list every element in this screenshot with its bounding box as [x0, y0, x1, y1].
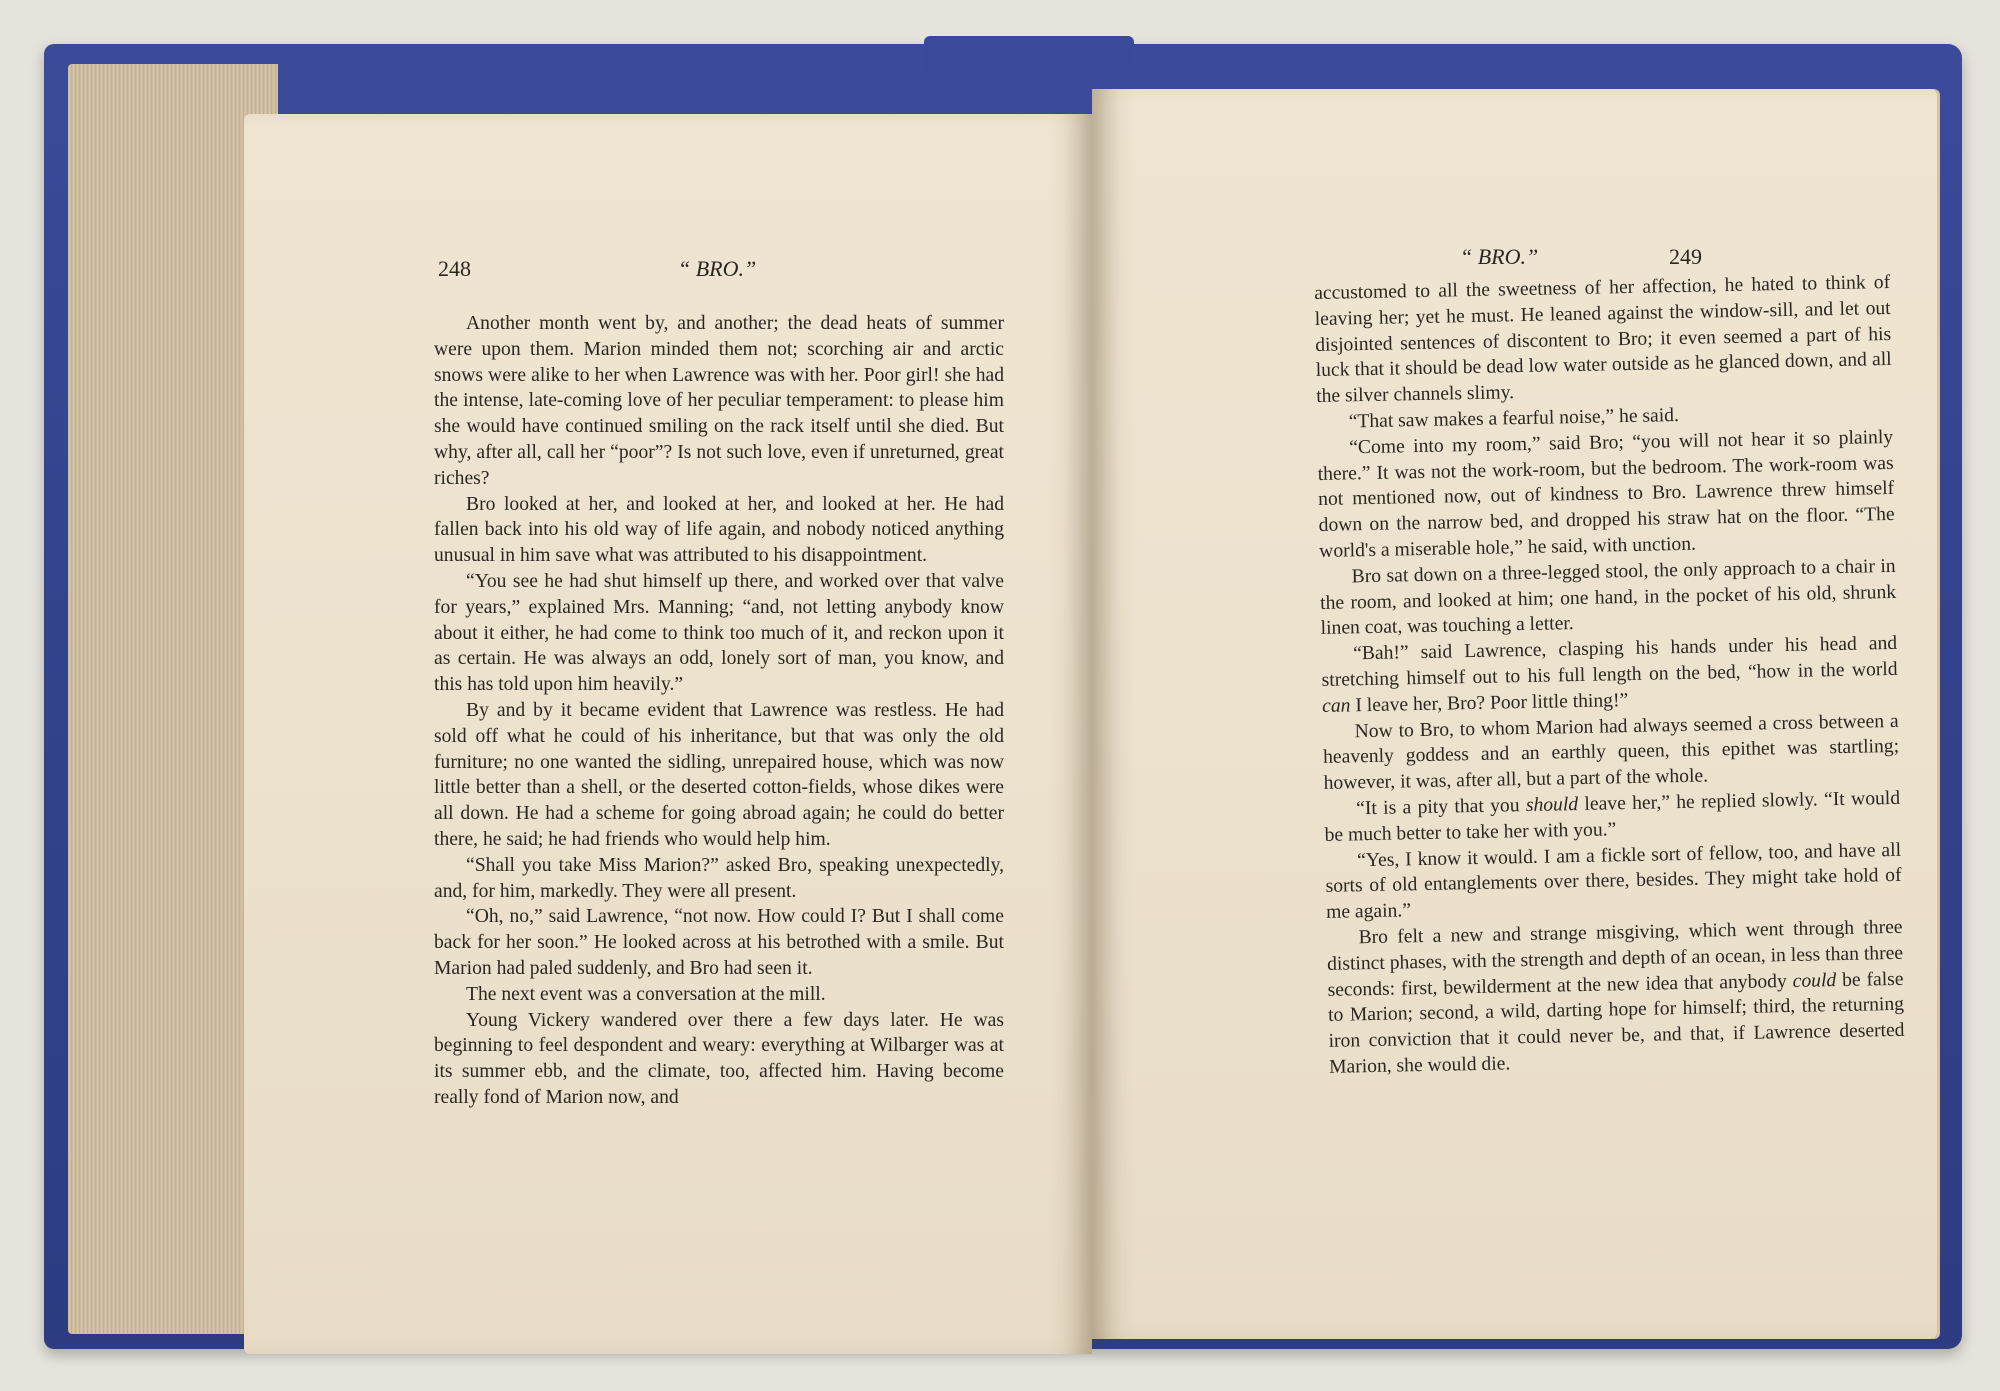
paragraph-continuation: accustomed to all the sweetness of her affection, he hated to think of leaving her; yet he must. He leaned against the window-sill, and let out disjointed sentences of discontent to Bro; it even seemed a part of his luck that it should be dead low water outside as he glanced down, and all the silver channels slimy. [1314, 271, 1892, 408]
text-run: I leave her, Bro? Poor little thing!” [1350, 689, 1629, 717]
page-number: 249 [1669, 244, 1702, 269]
paragraph: “Come into my room,” said Bro; “you will not hear it so plainly there.” It was not the work-room, but the bedroom. The work-room was not mentioned now, out of kindness to Bro. Lawrence threw himself down on the narrow bed, and dropped his straw hat on the floor. “The world's a miserable hole,” he said, with unction. [1317, 426, 1895, 562]
paragraph: “Shall you take Miss Marion?” asked Bro, speaking unexpectedly, and, for him, markedly. They were all present. [434, 854, 1004, 902]
emphasis: can [1321, 695, 1351, 717]
paragraph: Young Vickery wandered over there a few days later. He was beginning to feel despondent and weary: everything at Wilbarger was at its summer ebb, and the climate, too, affected him. Having become really fond of Marion now, and [434, 1009, 1004, 1108]
paragraph: Now to Bro, to whom Marion had always seemed a cross between a heavenly goddess and an earthly queen, this epithet was startling; however, it was, after all, but a part of the whole. [1322, 710, 1900, 795]
book-spine [924, 36, 1134, 94]
emphasis: could [1792, 969, 1837, 992]
text-run: Bro felt a new and strange misgiving, which went through three distinct phases, with the strength and depth of an ocean, in less than three seconds: first, bewilderment at the new idea that anybody [1326, 916, 1904, 1001]
open-book [44, 44, 1962, 1354]
right-page [1092, 89, 1937, 1339]
paragraph [1321, 631, 1898, 719]
paragraph: By and by it became evident that Lawrence was restless. He had sold off what he could of his inheritance, but that was only the old furniture; no one wanted the sidling, unrepaired house, which was now little better than a shell, or the deserted cotton-fields, whose dikes were all down. He had a scheme for going abroad again; he could do better there, he said; he had friends who would help him. [434, 699, 1004, 850]
paragraph [1326, 915, 1905, 1081]
left-page-body [434, 311, 1004, 1111]
text-run: “It is a pity that you [1355, 794, 1527, 820]
paragraph: “You see he had shut himself up there, and worked over that valve for years,” explained Mrs. Manning; “and, not letting anybody know about it either, he had come to think too much of it, and reckon upon it as certain. He was always an odd, lonely sort of man, you know, and this has told upon him heavily.” [434, 570, 1004, 696]
paragraph: Another month went by, and another; the dead heats of summer were upon them. Marion minded them not; scorching air and arctic snows were alike to her when Lawrence was with her. Poor girl! she had the intense, late-coming love of her peculiar temperament: to please him she would have continued smiling on the rack itself until she died. But why, after all, call her “poor”? Is not such love, even if unreturned, great riches? [434, 313, 1004, 489]
right-page-body [1314, 270, 1905, 1081]
paragraph: The next event was a conversation at the mill. [466, 983, 826, 1005]
paragraph: “Oh, no,” said Lawrence, “not now. How could I? But I shall come back for her soon.” He looked across at his betrothed with a smile. But Marion had paled suddenly, and Bro had seen it. [434, 906, 1004, 979]
text-run: “Bah!” said Lawrence, clasping his hands under his head and stretching himself out to his full length on the bed, “how in the world [1321, 633, 1898, 691]
paragraph: “That saw makes a fearful noise,” he said. [1348, 405, 1680, 433]
emphasis: should [1525, 793, 1579, 816]
paragraph: Bro looked at her, and looked at her, and looked at her. He had fallen back into his old way of life again, and nobody noticed anything unusual in him save what was attributed to his disappointment. [434, 493, 1004, 567]
left-page-header [244, 256, 1092, 296]
text-run: leave her,” he replied slowly. “It would be much better to take her with you.” [1324, 787, 1901, 846]
page-number: 248 [438, 256, 471, 281]
running-head: “ BRO.” [678, 256, 757, 281]
text-run: be false to Marion; second, a wild, darting hope for himself; third, the returning iron conviction that it could never be, and that, if Lawrence deserted Marion, she would die. [1327, 968, 1905, 1078]
left-page [244, 114, 1092, 1354]
running-head: “ BRO.” [1460, 244, 1539, 269]
paragraph: Bro sat down on a three-legged stool, the only approach to a chair in the room, and looked at him; one hand, in the pocket of his old, shrunk linen coat, was touching a letter. [1319, 555, 1897, 640]
paragraph: “Yes, I know it would. I am a fickle sort of fellow, too, and have all sorts of old entanglements over there, besides. They might take hold of me again.” [1325, 839, 1902, 924]
